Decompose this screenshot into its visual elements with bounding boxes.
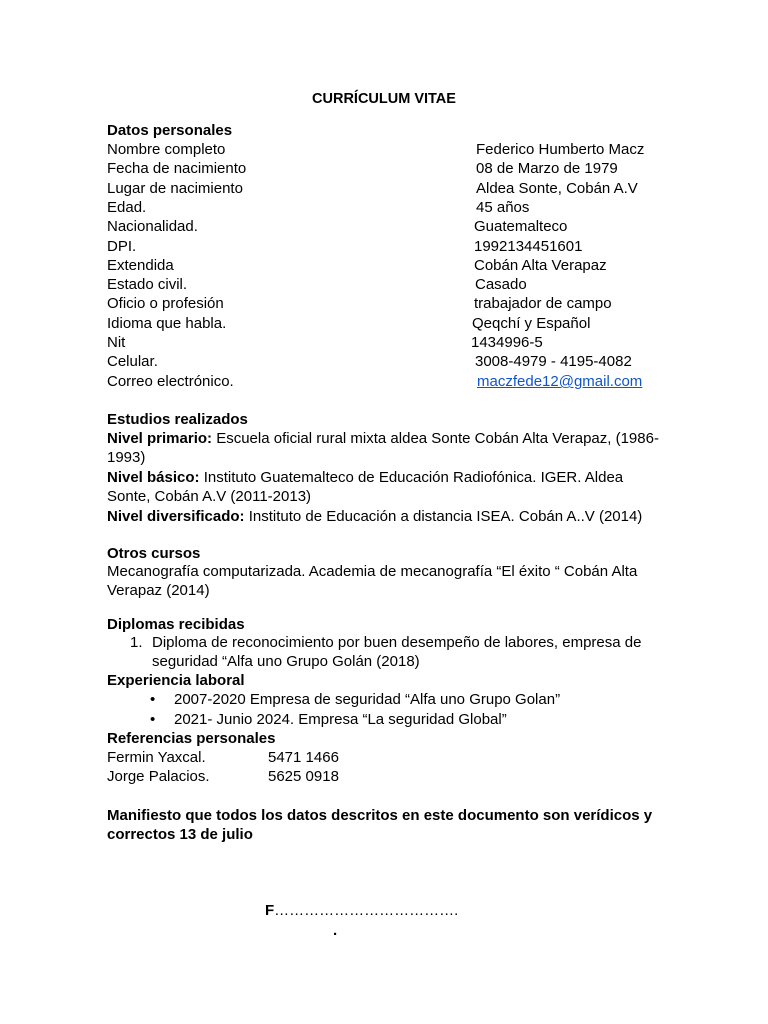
references-heading: Referencias personales bbox=[107, 730, 276, 747]
bullet-icon: • bbox=[150, 711, 156, 728]
signature-letter: F bbox=[265, 902, 275, 919]
personal-value: 08 de Marzo de 1979 bbox=[476, 160, 618, 177]
personal-label: Oficio o profesión bbox=[107, 295, 224, 312]
courses-text: Mecanografía computarizada. Academia de mecanografía “El éxito “ Cobán Alta Verapaz (2014) bbox=[107, 563, 638, 599]
reference-name: Jorge Palacios. bbox=[107, 768, 210, 785]
personal-value: Federico Humberto Macz bbox=[476, 141, 645, 158]
personal-label: Nombre completo bbox=[107, 141, 226, 158]
personal-value: Casado bbox=[475, 276, 527, 293]
personal-value: 1434996-5 bbox=[471, 334, 543, 351]
personal-value: 3008-4979 - 4195-4082 bbox=[475, 353, 632, 370]
declaration: Manifiesto que todos los datos descritos en este documento son verídicos y correctos 13 de julio bbox=[107, 807, 653, 843]
personal-value: Qeqchí y Español bbox=[472, 315, 591, 332]
personal-value: Guatemalteco bbox=[474, 218, 568, 235]
personal-label: DPI. bbox=[107, 238, 137, 255]
diversified-level bbox=[107, 507, 667, 526]
personal-value: 45 años bbox=[476, 199, 530, 216]
document-title: CURRÍCULUM VITAE bbox=[312, 91, 456, 107]
diversified-level-text: Instituto de Educación a distancia ISEA. Cobán A..V (2014) bbox=[244, 508, 643, 525]
experience-text: 2021- Junio 2024. Empresa “La seguridad Global” bbox=[174, 711, 507, 728]
personal-label: Estado civil. bbox=[107, 276, 188, 293]
personal-label: Edad. bbox=[107, 199, 147, 216]
bullet-icon: • bbox=[150, 691, 156, 708]
studies-heading: Estudios realizados bbox=[107, 411, 248, 428]
primary-level bbox=[107, 429, 667, 467]
personal-value: trabajador de campo bbox=[474, 295, 612, 312]
basic-level bbox=[107, 468, 667, 506]
diversified-level-label: Nivel diversificado: bbox=[107, 508, 245, 525]
diploma-text: Diploma de reconocimiento por buen desempeño de labores, empresa de seguridad “Alfa uno Grupo Golán (2018) bbox=[152, 634, 642, 670]
reference-name: Fermin Yaxcal. bbox=[107, 749, 206, 766]
reference-phone: 5471 1466 bbox=[268, 749, 339, 766]
basic-level-text: Instituto Guatemalteco de Educación Radiofónica. IGER. Aldea Sonte, Cobán A.V (2011-2013) bbox=[107, 469, 624, 505]
personal-label: Fecha de nacimiento bbox=[107, 160, 247, 177]
basic-level-label: Nivel básico: bbox=[107, 469, 200, 486]
personal-label: Nacionalidad. bbox=[107, 218, 198, 235]
personal-value: Aldea Sonte, Cobán A.V bbox=[476, 180, 638, 197]
diplomas-heading: Diplomas recibidas bbox=[107, 616, 245, 633]
email-link[interactable]: maczfede12@gmail.com bbox=[477, 373, 643, 390]
personal-label: Extendida bbox=[107, 257, 174, 274]
courses-heading: Otros cursos bbox=[107, 545, 201, 562]
personal-value: 1992134451601 bbox=[474, 238, 583, 255]
signature-dots: ………………………………. bbox=[274, 902, 459, 919]
reference-phone: 5625 0918 bbox=[268, 768, 339, 785]
experience-item bbox=[150, 690, 560, 709]
personal-label: Correo electrónico. bbox=[107, 373, 234, 390]
experience-item bbox=[150, 710, 507, 729]
experience-heading: Experiencia laboral bbox=[107, 672, 245, 689]
signature-mark: . bbox=[333, 922, 338, 939]
personal-value: Cobán Alta Verapaz bbox=[474, 257, 607, 274]
primary-level-label: Nivel primario: bbox=[107, 430, 213, 447]
personal-label: Lugar de nacimiento bbox=[107, 180, 243, 197]
signature-line bbox=[265, 902, 458, 919]
experience-text: 2007-2020 Empresa de seguridad “Alfa uno Grupo Golan” bbox=[174, 691, 561, 708]
personal-data-heading: Datos personales bbox=[107, 122, 233, 139]
list-number: 1. bbox=[130, 634, 143, 651]
personal-label: Celular. bbox=[107, 353, 158, 370]
personal-label: Idioma que habla. bbox=[107, 315, 227, 332]
primary-level-text: Escuela oficial rural mixta aldea Sonte Cobán Alta Verapaz, (1986-1993) bbox=[107, 430, 659, 466]
personal-label: Nit bbox=[107, 334, 126, 351]
